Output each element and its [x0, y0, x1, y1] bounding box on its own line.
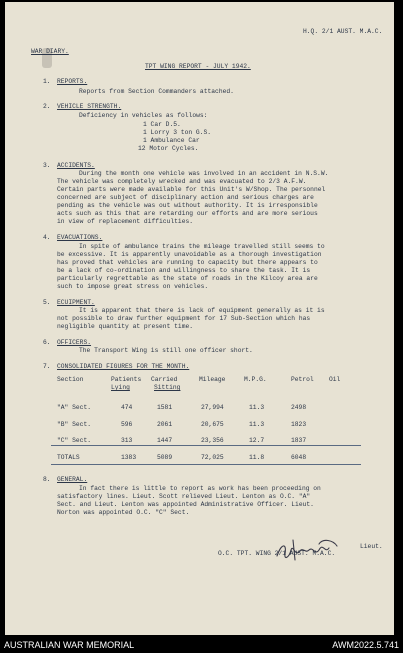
section-3-line: acts such as this that are retarding our efforts and are more serious — [57, 210, 318, 217]
cell-mpg: 11.3 — [249, 421, 265, 428]
cell-mileage: 20,675 — [201, 421, 224, 428]
section-8-line: satisfactory lines. Lieut. Scott relieved Lieut. Lenton as O.C. "A" — [57, 493, 311, 500]
cell-section: "A" Sect. — [57, 404, 92, 411]
cell-totals-label: TOTALS — [57, 454, 80, 461]
section-8-heading: GENERAL. — [57, 476, 88, 483]
section-3-line: pending as the vehicle was out without authority. It is irresponsible — [57, 202, 318, 209]
section-4-line: has proved that vehicles are running to capacity but there appears to — [57, 259, 318, 266]
section-6-heading: OFFICERS. — [57, 339, 92, 346]
section-3-heading: ACCIDENTS. — [57, 162, 95, 169]
col-header-mpg: M.P.G. — [244, 376, 267, 383]
col-subheader-sitting: Sitting — [154, 384, 181, 391]
cell-mpg: 11.3 — [249, 404, 265, 411]
cell-sitting: 1581 — [157, 404, 173, 411]
archive-name: AUSTRALIAN WAR MEMORIAL — [4, 640, 135, 650]
section-5-number: 5. — [43, 299, 51, 306]
col-subheader-lying: Lying — [111, 384, 130, 391]
cell-petrol: 1823 — [291, 421, 307, 428]
section-4-heading: EVACUATIONS. — [57, 234, 103, 241]
war-diary-label: WAR DIARY. — [31, 48, 69, 55]
section-2-number: 2. — [43, 103, 51, 110]
col-header-section: Section — [57, 376, 84, 383]
section-4-line: be a lack of co-ordination and willingness to share the task. It is — [57, 267, 311, 274]
section-6-line: The Transport Wing is still one officer short. — [79, 347, 253, 354]
archive-footer-bar — [0, 638, 403, 653]
section-2-line: Deficiency in vehicles as follows: — [79, 112, 208, 119]
table-rule-above-totals — [51, 445, 361, 446]
section-3-line: The vehicle was completely wrecked and was evacuated to 2/3 A.F.W. — [57, 178, 307, 185]
section-7-heading: CONSOLIDATED FIGURES FOR THE MONTH. — [57, 363, 190, 370]
cell-total-sitting: 5089 — [157, 454, 173, 461]
signature-rank: Lieut. — [360, 543, 383, 550]
col-header-petrol: Petrol — [291, 376, 314, 383]
section-8-line: Sect. and Lieut. Lenton was appointed Administrative Officer. Lieut. — [57, 501, 314, 508]
unit-reference: H.Q. 2/1 AUST. M.A.C. — [303, 28, 383, 35]
section-1-heading: REPORTS. — [57, 78, 88, 85]
cell-total-lying: 1383 — [121, 454, 137, 461]
cell-sitting: 2061 — [157, 421, 173, 428]
cell-petrol: 2498 — [291, 404, 307, 411]
cell-lying: 596 — [121, 421, 133, 428]
col-header-patients: Patients — [111, 376, 142, 383]
section-5-line: not possible to draw further equipment for 17 Sub-Section which has — [57, 315, 311, 322]
cell-section: "B" Sect. — [57, 421, 92, 428]
section-1-number: 1. — [43, 78, 51, 85]
section-4-line: particularly regrettable as the state of roads in the Kilcoy area are — [57, 275, 318, 282]
cell-lying: 474 — [121, 404, 133, 411]
cell-section: "C" Sect. — [57, 437, 92, 444]
section-4-line: such to impose great stress on vehicles. — [57, 283, 209, 290]
section-5-heading: ECUIPMENT. — [57, 299, 95, 306]
cell-sitting: 1447 — [157, 437, 173, 444]
section-5-line: negligible quantity at present time. — [57, 323, 194, 330]
cell-total-petrol: 6048 — [291, 454, 307, 461]
cell-mileage: 27,994 — [201, 404, 224, 411]
section-2-line: 1 Ambulance Car — [143, 137, 200, 144]
section-3-line: Certain parts were made available for this Unit's W/Shop. The personnel — [57, 186, 326, 193]
signature-title: O.C. TPT. WING 2/1 AUST. M.A.C. — [218, 550, 336, 557]
document-page — [5, 2, 394, 635]
table-rule-below-totals — [51, 464, 361, 465]
section-3-line: in view of replacement difficulties. — [57, 218, 194, 225]
section-2-line: 12 Motor Cycles. — [138, 145, 199, 152]
section-2-line: 1 Car D.5. — [143, 121, 181, 128]
section-5-line: It is apparent that there is lack of equipment generally as it is — [79, 307, 325, 314]
section-8-number: 8. — [43, 476, 51, 483]
cell-petrol: 1837 — [291, 437, 307, 444]
section-4-line: In spite of ambulance trains the mileage travelled still seems to — [79, 243, 325, 250]
section-2-line: 1 Lorry 3 ton G.S. — [143, 129, 212, 136]
section-8-line: Norton was appointed O.C. "C" Sect. — [57, 509, 190, 516]
report-title: TPT WING REPORT - JULY 1942. — [145, 63, 251, 70]
col-header-oil: Oil — [329, 376, 341, 383]
cell-mpg: 12.7 — [249, 437, 265, 444]
archive-reference: AWM2022.5.741 — [332, 640, 399, 650]
section-3-line: During the month one vehicle was involved in an accident in N.S.W. — [79, 170, 329, 177]
section-3-number: 3. — [43, 162, 51, 169]
section-2-heading: VEHICLE STRENGTH. — [57, 103, 122, 110]
section-4-line: be excessive. It is apparently unavoidable as a thorough investigation — [57, 251, 322, 258]
cell-mileage: 23,356 — [201, 437, 224, 444]
cell-lying: 313 — [121, 437, 133, 444]
section-8-line: In fact there is little to report as work has been proceeding on — [79, 485, 321, 492]
section-3-line: concerned are subject of disciplinary action and serious charges are — [57, 194, 314, 201]
section-1-line: Reports from Section Commanders attached. — [79, 88, 234, 95]
col-header-mileage: Mileage — [199, 376, 226, 383]
cell-total-mileage: 72,025 — [201, 454, 224, 461]
col-header-carried: Carried — [151, 376, 178, 383]
cell-total-mpg: 11.8 — [249, 454, 265, 461]
section-6-number: 6. — [43, 339, 51, 346]
section-7-number: 7. — [43, 363, 51, 370]
section-4-number: 4. — [43, 234, 51, 241]
